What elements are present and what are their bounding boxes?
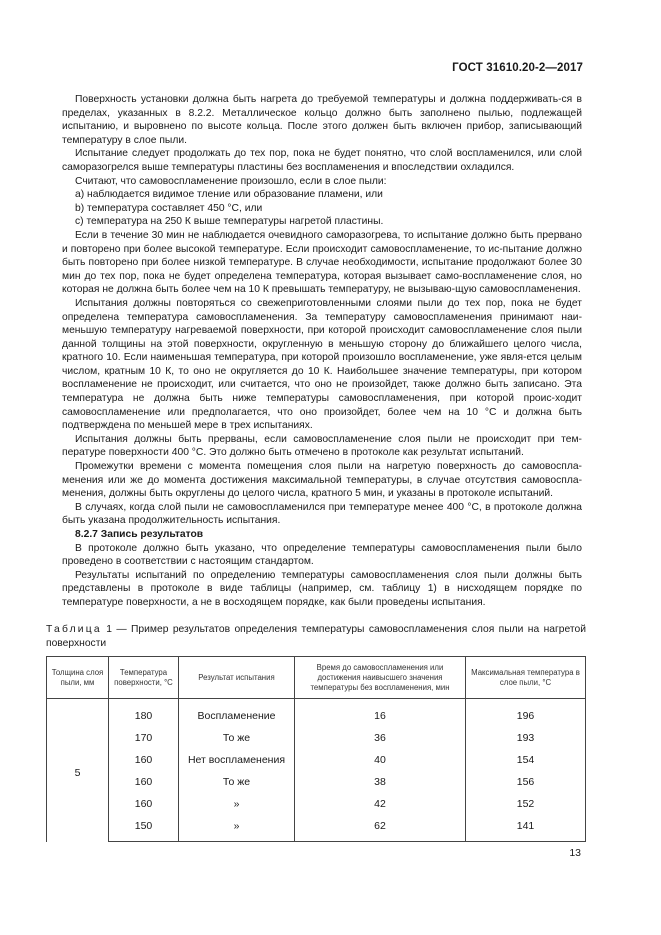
paragraph: Результаты испытаний по определению температуры самовоспламенения слоя пыли должны быть представлены в протоколе в виде таблицы (например, см. таблицу 1) в нисходящем порядке по температуре поверхности, а не в восходящем порядке, как были проведены испытания.	[62, 569, 582, 608]
max-temp-cell: 152	[466, 793, 586, 815]
table-row	[47, 727, 586, 749]
time-cell: 16	[295, 699, 466, 728]
table-row	[47, 771, 586, 793]
result-cell: Воспламенение	[179, 699, 295, 728]
time-cell: 62	[295, 815, 466, 842]
table-caption-text: 1 — Пример результатов определения температуры самовоспламенения слоя пыли на нагретой поверхности	[46, 624, 586, 649]
list-item: c) температура на 250 К выше температуры нагретой пластины.	[75, 216, 384, 228]
table-header-row	[47, 657, 586, 699]
time-cell: 42	[295, 793, 466, 815]
table-row	[47, 793, 586, 815]
table-row	[47, 815, 586, 842]
max-temp-cell: 156	[466, 771, 586, 793]
time-cell: 36	[295, 727, 466, 749]
list-item: b) температура составляет 450 °С, или	[75, 202, 263, 214]
standard-header: ГОСТ 31610.20-2—2017	[452, 62, 583, 74]
max-temp-cell: 154	[466, 749, 586, 771]
table-caption	[46, 623, 586, 650]
surface-temp-cell: 150	[109, 815, 179, 842]
column-header-max-temp: Максимальная температура в слое пыли, °С	[466, 657, 586, 699]
thickness-cell: 5	[47, 699, 109, 842]
column-header-result: Результат испытания	[179, 657, 295, 699]
paragraph: Испытания должны повторяться со свежеприготовленными слоями пыли до тех пор, пока не будет определена температура самовоспламенения. За температуру самовоспламенения принимают наи-меньшую температуру нагреваемой поверхности, при которой происходит самовоспламенение слоя пыли данной толщины на этой поверхности, округленную в меньшую сторону до ближайшего целого числа, кратного 10. Если наименьшая температура, при которой произошло воспламенение, уже явля-ется целым числом, кратным 10 К, то оно не округляется до 10 К. Наибольшее значение температуры, при котором воспламенение не происходит, или считается, что оно не произойдет, также должно быть записано. Эта температура не должна быть ниже температуры самовоспламенения, при которой проис-ходит самовоспламенение или предполагается, что оно произойдет, более чем на 10 °С и должна быть подтверждена по меньшей мере в трех испытаниях.	[62, 297, 582, 432]
result-cell: То же	[179, 771, 295, 793]
max-temp-cell: 196	[466, 699, 586, 728]
paragraph: Если в течение 30 мин не наблюдается очевидного саморазогрева, то испытание должно быть прервано и повторено при более высокой температуре. Если происходит самовоспламенение, то ис-пытание должно быть повторено при более низкой температуре. В случае необходимости, испытание продолжают более 30 мин до тех пор, пока не будет определена температура, которая вызывает само-воспламенение слоя, но которая не должна быть более чем на 10 К превышать температуру, не вызываю-щую самовоспламенения.	[62, 229, 582, 296]
paragraph: Считают, что самовоспламенение произошло, если в слое пыли:	[75, 175, 387, 187]
result-cell: »	[179, 815, 295, 842]
paragraph: Испытания должны быть прерваны, если самовоспламенение слоя пыли не происходит при тем-пературе поверхности 400 °С. Это должно быть отмечено в протоколе как результат испытаний.	[62, 433, 582, 459]
result-cell: »	[179, 793, 295, 815]
result-cell: Нет воспламенения	[179, 749, 295, 771]
table-row	[47, 699, 586, 728]
max-temp-cell: 193	[466, 727, 586, 749]
paragraph: Промежутки времени с момента помещения слоя пыли на нагретую поверхность до самовоспла-менения или же до момента достижения максимальной температуры, в случае отсутствия самовоспла-менения, должны быть округлены до целого числа, кратного 5 мин, и указаны в протоколе испытаний.	[62, 461, 582, 500]
max-temp-cell: 141	[466, 815, 586, 842]
body-text	[62, 93, 582, 610]
column-header-thickness: Толщина слоя пыли, мм	[47, 657, 109, 699]
surface-temp-cell: 160	[109, 793, 179, 815]
surface-temp-cell: 160	[109, 771, 179, 793]
table-caption-label: Таблица	[46, 624, 102, 635]
surface-temp-cell: 180	[109, 699, 179, 728]
column-header-surface-temp: Температура поверхности, °С	[109, 657, 179, 699]
table-row	[47, 749, 586, 771]
paragraph: В протоколе должно быть указано, что определение температуры самовоспламенения пыли было проведено в соответствии с настоящим стандартом.	[62, 542, 582, 568]
time-cell: 38	[295, 771, 466, 793]
paragraph: Поверхность установки должна быть нагрета до требуемой температуры и должна поддерживать-ся в пределах, указанных в 8.2.2. Металлическое кольцо должно быть заполнено пылью, подлежащей испытанию, и выровнено по высоте кольца. После этого должен быть включен прибор, записывающий температуру в слое пыли.	[62, 94, 582, 146]
time-cell: 40	[295, 749, 466, 771]
paragraph: В случаях, когда слой пыли не самовоспламенился при температуре менее 400 °С, в протоколе должна быть указана продолжительность испытания.	[62, 501, 582, 527]
page-number: 13	[569, 847, 581, 859]
paragraph: Испытание следует продолжать до тех пор, пока не будет понятно, что слой воспламенился, или слой саморазогрелся выше температуры пластины без воспламенения и впоследствии охладился.	[62, 148, 582, 173]
list-item: a) наблюдается видимое тление или образование пламени, или	[75, 189, 383, 201]
surface-temp-cell: 160	[109, 749, 179, 771]
result-cell: То же	[179, 727, 295, 749]
column-header-time: Время до самовоспламенения или достижения наивысшего значения температуры без воспламенения, мин	[295, 657, 466, 699]
surface-temp-cell: 170	[109, 727, 179, 749]
section-heading: 8.2.7 Запись результатов	[75, 529, 204, 540]
results-table	[46, 656, 586, 842]
